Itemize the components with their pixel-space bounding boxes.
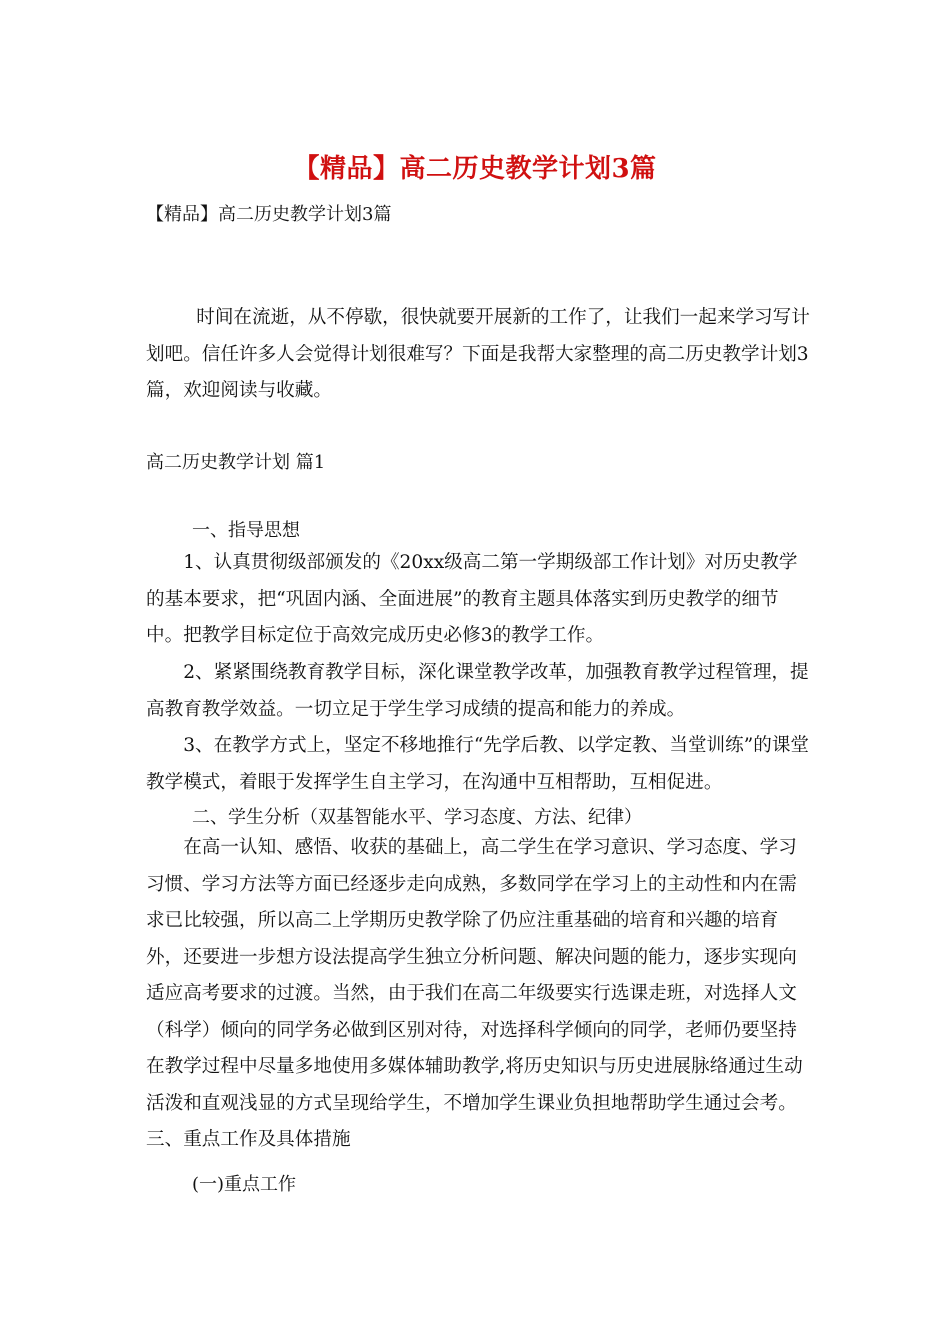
paragraph-1: 1、认真贯彻级部颁发的《20xx级高二第一学期级部工作计划》对历史教学的基本要求，把“巩固内涵、全面进展”的教育主题具体落实到历史教学的细节中。把教学目标定位于高效完成历史必修3的教学工作。 (146, 552, 798, 646)
document-title: 【精品】高二历史教学计划3篇 (293, 154, 657, 184)
document-subtitle: 【精品】高二历史教学计划3篇 (146, 204, 392, 225)
heading-key-work: (一)重点工作 (192, 1174, 297, 1195)
paragraph-4: 在高一认知、感悟、收获的基础上，高二学生在学习意识、学习态度、学习习惯、学习方法等方面已经逐步走向成熟，多数同学在学习上的主动性和内在需求已比较强，所以高二上学期历史教学除了仍应注重基础的培育和兴趣的培育外，还要进一步想方设法提高学生独立分析问题、解决问题的能力，逐步实现向适应高考要求的过渡。当然，由于我们在高二年级要实行选课走班，对选择人文（科学）倾向的同学务必做到区别对待，对选择科学倾向的同学，老师仍要坚持在教学过程中尽量多地使用多媒体辅助教学,将历史知识与历史进展脉络通过生动活泼和直观浅显的方式呈现给学生，不增加学生课业负担地帮助学生通过会考。三、重点工作及具体措施 (146, 837, 803, 1150)
intro-paragraph: 时间在流逝，从不停歇，很快就要开展新的工作了，让我们一起来学习写计划吧。信任许多人会觉得计划很难写？下面是我帮大家整理的高二历史教学计划3篇，欢迎阅读与收藏。 (146, 307, 810, 401)
heading-guiding-ideology: 一、指导思想 (192, 520, 300, 541)
paragraph-2: 2、紧紧围绕教育教学目标，深化课堂教学改革，加强教育教学过程管理，提高教育教学效益。一切立足于学生学习成绩的提高和能力的养成。 (146, 662, 809, 720)
paragraph-3: 3、在教学方式上，坚定不移地推行“先学后教、以学定教、当堂训练”的课堂教学模式，着眼于发挥学生自主学习，在沟通中互相帮助，互相促进。 (146, 735, 810, 793)
section-title: 高二历史教学计划 篇1 (146, 452, 326, 473)
heading-student-analysis: 二、学生分析（双基智能水平、学习态度、方法、纪律） (192, 807, 642, 828)
